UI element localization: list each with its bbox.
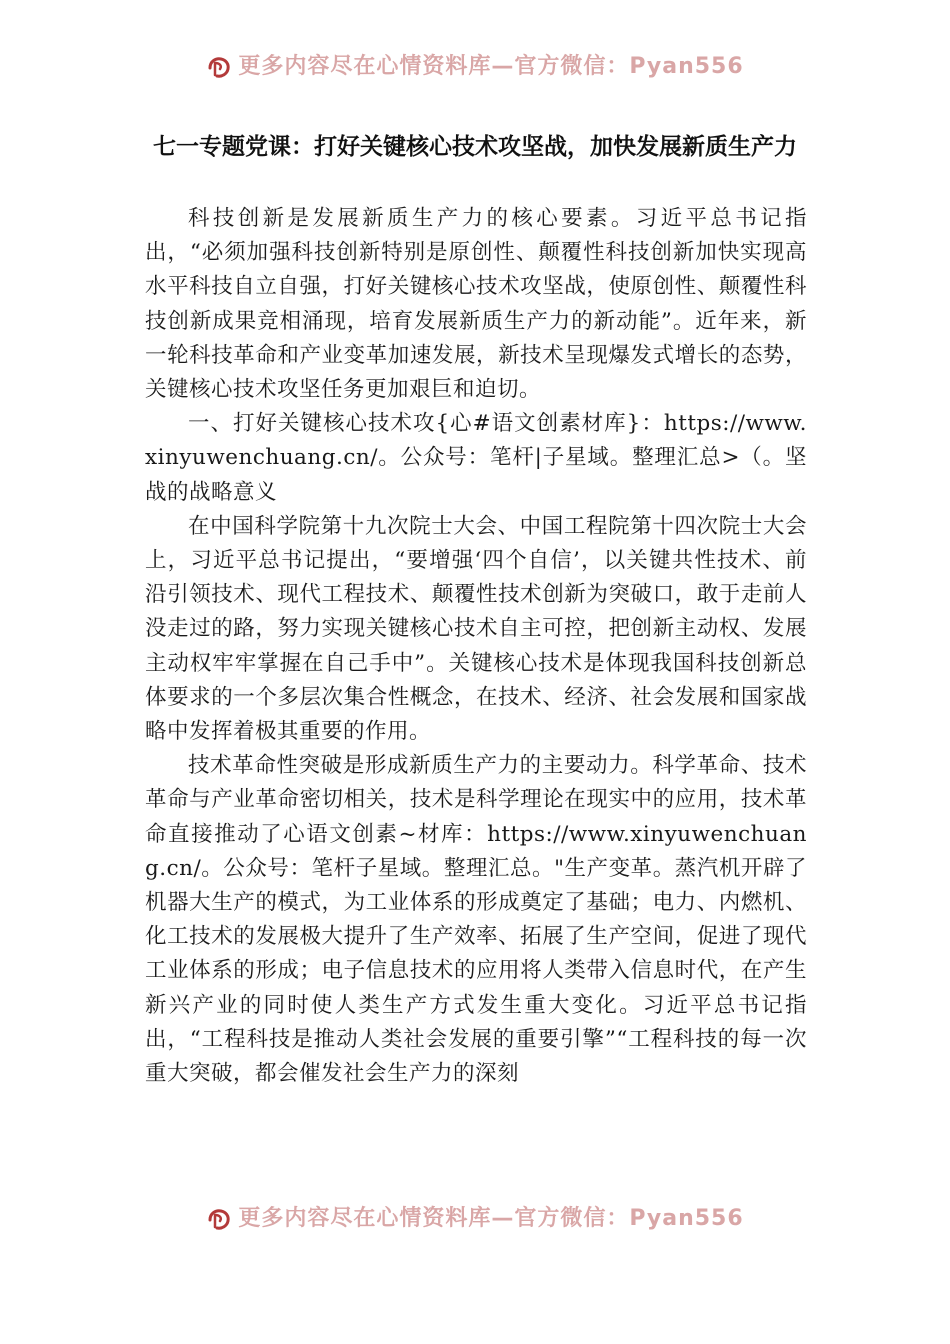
brand-logo-icon — [206, 1207, 232, 1233]
paragraph: 在中国科学院第十九次院士大会、中国工程院第十四次院士大会上，习近平总书记提出，“要增强‘四个自信’，以关键共性技术、前沿引领技术、现代工程技术、颠覆性技术创新为突破口，敢于走前人没走过的路，努力实现关键核心技术自主可控，把创新主动权、发展主动权牢牢掌握在自己手中”。关键核心技术是体现我国科技创新总体要求的一个多层次集合性概念，在技术、经济、社会发展和国家战略中发挥着极其重要的作用。 — [145, 513, 807, 745]
footer-banner — [0, 1204, 950, 1240]
document-title: 七一专题党课：打好关键核心技术攻坚战，加快发展新质生产力 — [153, 134, 797, 160]
header-banner-text: 更多内容尽在心情资料库—官方微信：Pyan556 — [238, 53, 744, 79]
section-heading: 一、打好关键核心技术攻{心#语文创素材库}：https://www.xinyuwenchuang.cn/。公众号：笔杆|子星域。整理汇总>（。坚战的战略意义 — [145, 411, 807, 505]
document-body — [145, 202, 807, 1091]
brand-logo-icon — [206, 55, 232, 81]
header-banner — [0, 52, 950, 88]
paragraph: 科技创新是发展新质生产力的核心要素。习近平总书记指出，“必须加强科技创新特别是原创性、颠覆性科技创新加快实现高水平科技自立自强，打好关键核心技术攻坚战，使原创性、颠覆性科技创新成果竞相涌现，培育发展新质生产力的新动能”。近年来，新一轮科技革命和产业变革加速发展，新技术呈现爆发式增长的态势，关键核心技术攻坚任务更加艰巨和迫切。 — [145, 206, 807, 403]
footer-banner-text: 更多内容尽在心情资料库—官方微信：Pyan556 — [238, 1205, 744, 1231]
paragraph: 技术革命性突破是形成新质生产力的主要动力。科学革命、技术革命与产业革命密切相关，技术是科学理论在现实中的应用，技术革命直接推动了心语文创素~材库：https://www.xinyuwenchuang.cn/。公众号：笔杆子星域。整理汇总。"生产变革。蒸汽机开辟了机器大生产的模式，为工业体系的形成奠定了基础；电力、内燃机、化工技术的发展极大提升了生产效率、拓展了生产空间，促进了现代工业体系的形成；电子信息技术的应用将人类带入信息时代，在产生新兴产业的同时使人类生产方式发生重大变化。习近平总书记指出，“工程科技是推动人类社会发展的重要引擎”“工程科技的每一次重大突破，都会催发社会生产力的深刻 — [145, 753, 807, 1087]
